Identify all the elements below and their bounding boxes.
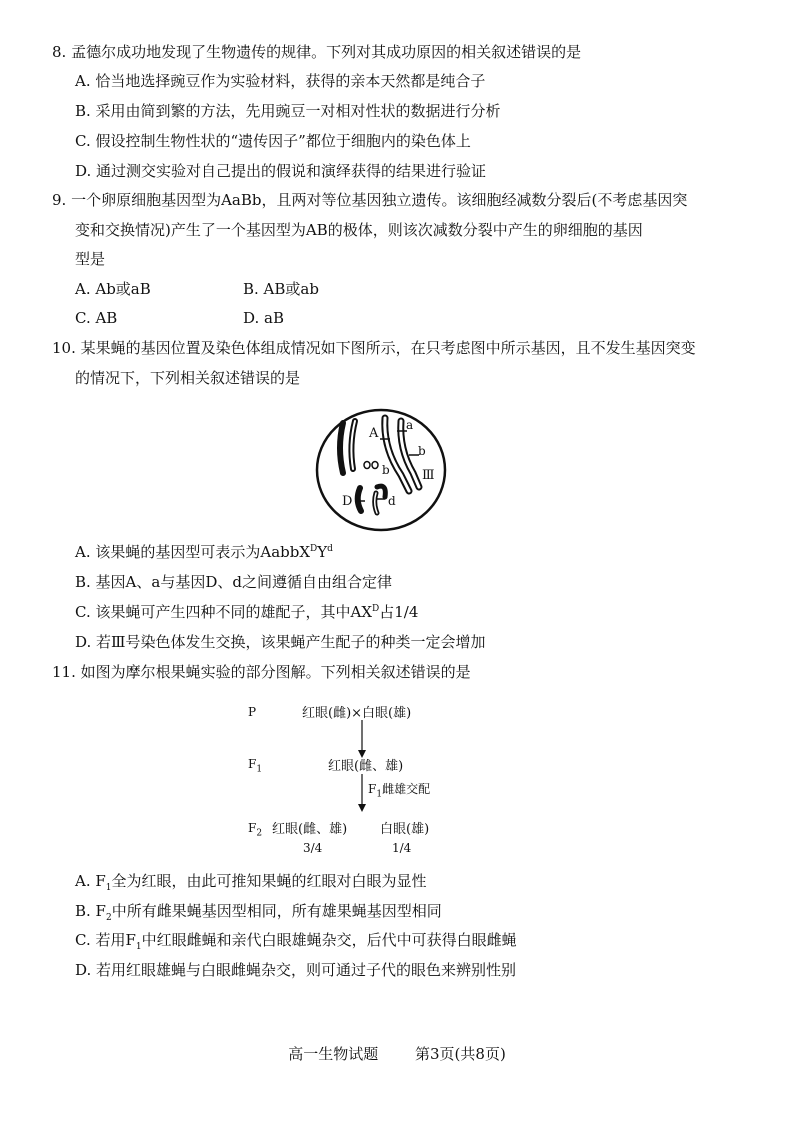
cross-f1-result: 红眼(雌、雄) [328, 759, 404, 774]
q11-option-b: B. $F_2$中所有雌果蝇基因型相同，所有雄果蝇基因型相同 [75, 902, 442, 923]
footer-page-number: 第3页(共8页) [415, 1045, 506, 1063]
chromosome-x [358, 488, 361, 511]
q9-option-b: B. AB或ab [243, 280, 319, 298]
q11-option-c: C. 若用$F_1$中红眼雌蝇和亲代白眼雄蝇杂交，后代中可获得白眼雌蝇 [75, 931, 517, 952]
q10-stem-line-2: 的情况下，下列相关叙述错误的是 [75, 369, 301, 387]
cross-f1-mating: $F_1$雌雄交配 [368, 782, 431, 800]
cross-arrow-1 [356, 720, 368, 758]
cross-f2-red: 红眼(雌、雄) [272, 822, 348, 837]
q10-option-b: B. 基因A、a与基因D、d之间遵循自由组合定律 [75, 573, 392, 591]
cross-f2-white-ratio: 1/4 [392, 841, 412, 855]
gene-label-A: A [369, 426, 379, 441]
q9-option-c: C. AB [75, 309, 118, 327]
chromosome-label-iii: Ⅲ [422, 468, 435, 483]
q11-option-a: A. $F_1$全为红眼，由此可推知果蝇的红眼对白眼为显性 [75, 872, 427, 893]
cross-f2-white: 白眼(雄) [380, 822, 430, 837]
footer-title: 高一生物试题 [288, 1045, 379, 1063]
q8-stem: 8. 孟德尔成功地发现了生物遗传的规律。下列对其成功原因的相关叙述错误的是 [52, 43, 582, 61]
q10-option-c: C. 该果蝇可产生四种不同的雄配子，其中$AX^D$占1/4 [75, 603, 419, 621]
q9-stem-line-1: 9. 一个卵原细胞基因型为AaBb，且两对等位基因独立遗传。该细胞经减数分裂后(不考虑基因突 [52, 191, 688, 209]
chromosome-dot-1 [364, 462, 370, 469]
cross-f1-label: $F_1$ [248, 757, 263, 775]
gene-label-a: a [406, 418, 414, 432]
q9-option-a: A. Ab或aB [75, 280, 151, 298]
q8-option-c: C. 假设控制生物性状的“遗传因子”都位于细胞内的染色体上 [75, 132, 471, 150]
q10-stem-line-1: 10. 某果蝇的基因位置及染色体组成情况如下图所示，在只考虑图中所示基因，且不发生基因突变 [52, 339, 696, 357]
q9-stem-line-3: 型是 [75, 250, 106, 268]
gene-label-b-right: b [418, 444, 426, 458]
chromosome-dot-2 [372, 462, 378, 469]
q8-option-d: D. 通过测交实验对自己提出的假说和演绎获得的结果进行验证 [75, 162, 487, 180]
q8-option-b: B. 采用由简到繁的方法，先用豌豆一对相对性状的数据进行分析 [75, 102, 501, 120]
q9-stem-line-2: 变和交换情况)产生了一个基因型为AB的极体，则该次减数分裂中产生的卵细胞的基因 [75, 221, 643, 239]
cross-f2-red-ratio: 3/4 [303, 841, 323, 855]
cross-parents: 红眼(雌)×白眼(雄) [302, 706, 412, 721]
q11-option-d: D. 若用红眼雄蝇与白眼雌蝇杂交，则可通过子代的眼色来辨别性别 [75, 961, 517, 979]
chromosome-left-1 [340, 423, 343, 473]
gene-label-b-left: b [382, 463, 390, 477]
cross-p-label: P [248, 705, 257, 719]
cross-f2-label: $F_2$ [248, 821, 263, 839]
cross-arrow-2 [356, 774, 368, 812]
q11-stem: 11. 如图为摩尔根果蝇实验的部分图解。下列相关叙述错误的是 [52, 663, 471, 681]
gene-label-d: d [388, 494, 396, 508]
q10-option-d: D. 若Ⅲ号染色体发生交换，该果蝇产生配子的种类一定会增加 [75, 633, 486, 651]
page-footer [0, 1043, 794, 1064]
q10-option-a: A. 该果蝇的基因型可表示为$AabbX^DY^d$ [75, 543, 333, 561]
gene-label-D: D [342, 494, 353, 509]
q8-option-a: A. 恰当地选择豌豆作为实验材料，获得的亲本天然都是纯合子 [75, 72, 486, 90]
q9-option-d: D. aB [243, 309, 284, 327]
